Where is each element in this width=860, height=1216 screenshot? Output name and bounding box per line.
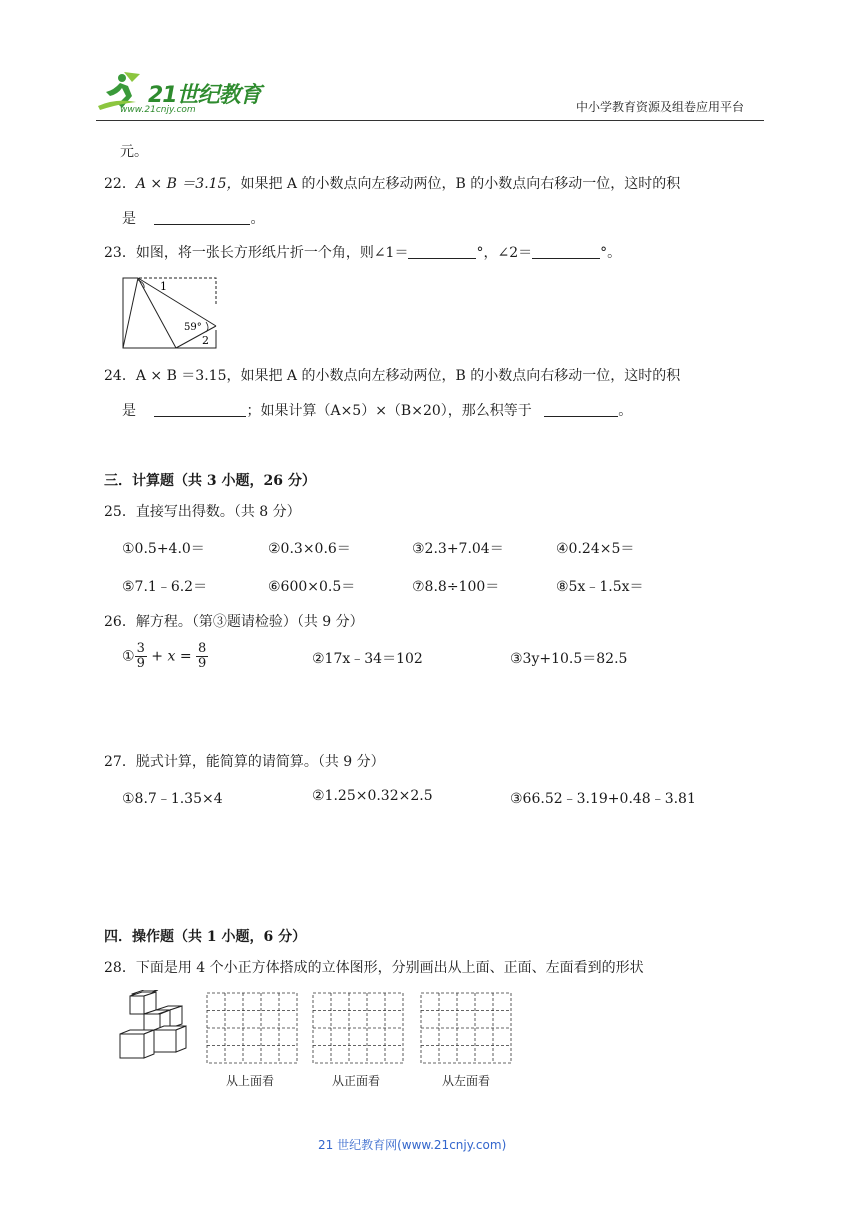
question-23-text: 如图，将一张长方形纸片折一个角，则∠1＝ bbox=[135, 245, 409, 261]
question-25-title: 25．直接写出得数。（共 8 分） bbox=[104, 504, 301, 520]
question-24-line2 bbox=[122, 400, 632, 421]
degree-sign: ° bbox=[476, 245, 484, 261]
q26-item-3: ③3y+10.5＝82.5 bbox=[510, 651, 628, 667]
fraction bbox=[196, 642, 208, 671]
question-number: 23． bbox=[104, 245, 136, 261]
question-22-line2 bbox=[122, 208, 264, 229]
question-23-end: 。 bbox=[607, 245, 622, 261]
q25-item: ②0.3×0.6＝ bbox=[268, 541, 351, 557]
answer-blank[interactable] bbox=[154, 400, 246, 417]
item-prefix: ① bbox=[122, 648, 135, 665]
angle-59-label: 59° bbox=[184, 322, 202, 333]
answer-blank[interactable] bbox=[154, 208, 250, 225]
platform-title: 中小学教育资源及组卷应用平台 bbox=[576, 100, 745, 114]
caption-left-view: 从左面看 bbox=[442, 1074, 491, 1088]
q25-item: ⑦8.8÷100＝ bbox=[412, 579, 500, 595]
numerator: 3 bbox=[136, 641, 145, 656]
question-22-end: 。 bbox=[250, 211, 265, 227]
cube-stack-figure bbox=[118, 990, 192, 1062]
logo-main-text: 21世纪教育 bbox=[148, 83, 261, 108]
question-26-title: 26．解方程。（第③题请检验）（共 9 分） bbox=[104, 614, 364, 630]
question-22-line1 bbox=[104, 174, 680, 194]
q25-item: ⑤7.1﹣6.2＝ bbox=[122, 579, 208, 595]
grid-view-left[interactable] bbox=[420, 992, 512, 1064]
question-24-line1 bbox=[104, 366, 680, 386]
question-22-expr: A × B ＝3.15， bbox=[135, 176, 241, 192]
question-28-title: 28．下面是用 4 个小正方体搭成的立体图形，分别画出从上面、正面、左面看到的形状 bbox=[104, 960, 644, 976]
angle-2-label: 2 bbox=[202, 334, 209, 347]
answer-blank[interactable] bbox=[408, 242, 476, 259]
section-3-title: 三．计算题（共 3 小题，26 分） bbox=[104, 473, 316, 489]
folded-rectangle-figure bbox=[120, 274, 220, 352]
logo-url-text: www.21cnjy.com bbox=[120, 105, 196, 115]
q27-item: ①8.7﹣1.35×4 bbox=[122, 791, 223, 807]
top-fragment: 元。 bbox=[120, 144, 148, 160]
section-4-title: 四．操作题（共 1 小题，6 分） bbox=[104, 929, 307, 945]
question-23-mid: ，∠2＝ bbox=[483, 245, 533, 261]
q25-item: ③2.3+7.04＝ bbox=[412, 541, 504, 557]
denominator: 9 bbox=[136, 656, 145, 671]
angle-1-label: 1 bbox=[160, 280, 167, 293]
footer-link[interactable]: 21 世纪教育网(www.21cnjy.com) bbox=[318, 1138, 507, 1152]
question-24-text2b: ；如果计算（A×5）×（B×20），那么积等于 bbox=[246, 403, 532, 419]
question-22-text2: 是 bbox=[122, 211, 136, 227]
q25-item: ⑧5x﹣1.5x＝ bbox=[556, 579, 644, 595]
header-rule bbox=[96, 120, 764, 121]
grid-view-front[interactable] bbox=[312, 992, 404, 1064]
question-23-line bbox=[104, 242, 621, 263]
fraction bbox=[135, 642, 147, 671]
question-24-text: A × B ＝3.15，如果把 A 的小数点向左移动两位，B 的小数点向右移动一位，这时的积 bbox=[135, 368, 681, 384]
q25-item: ⑥600×0.5＝ bbox=[268, 579, 356, 595]
equation-middle: + x = bbox=[151, 648, 192, 665]
question-number: 24． bbox=[104, 368, 136, 384]
q26-item-1 bbox=[122, 642, 208, 671]
q25-item: ①0.5+4.0＝ bbox=[122, 541, 205, 557]
question-24-text2a: 是 bbox=[122, 403, 136, 419]
q27-item: ②1.25×0.32×2.5 bbox=[312, 788, 433, 804]
caption-front-view: 从正面看 bbox=[332, 1074, 381, 1088]
header bbox=[0, 0, 860, 120]
q27-item: ③66.52﹣3.19+0.48﹣3.81 bbox=[510, 791, 696, 807]
q26-item-2: ②17x﹣34＝102 bbox=[312, 651, 423, 667]
grid-view-top[interactable] bbox=[206, 992, 298, 1064]
answer-blank[interactable] bbox=[544, 400, 618, 417]
answer-blank[interactable] bbox=[532, 242, 600, 259]
question-24-end: 。 bbox=[618, 403, 633, 419]
degree-sign: ° bbox=[600, 245, 608, 261]
question-number: 22． bbox=[104, 176, 136, 192]
numerator: 8 bbox=[198, 641, 207, 656]
question-22-text: 如果把 A 的小数点向左移动两位，B 的小数点向右移动一位，这时的积 bbox=[240, 176, 681, 192]
question-27-title: 27．脱式计算，能简算的请简算。（共 9 分） bbox=[104, 754, 385, 770]
denominator: 9 bbox=[198, 656, 207, 671]
caption-top-view: 从上面看 bbox=[226, 1074, 275, 1088]
q25-item: ④0.24×5＝ bbox=[556, 541, 635, 557]
